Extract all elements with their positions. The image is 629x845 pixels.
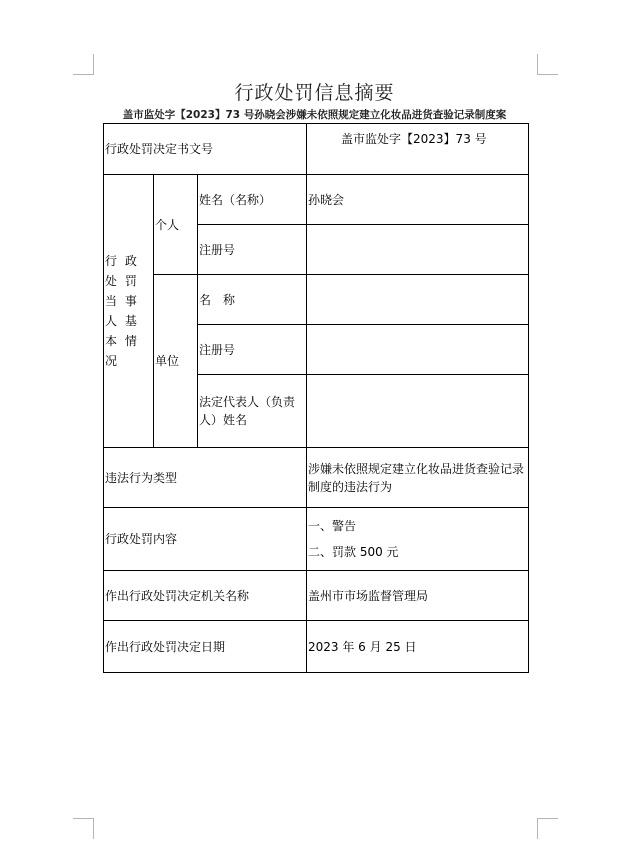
penalty-content-label: 行政处罚内容 — [104, 508, 307, 571]
unit-reg-no-label: 注册号 — [198, 325, 307, 375]
reg-no-label: 注册号 — [198, 225, 307, 275]
legal-rep-value — [307, 375, 529, 448]
table-row — [104, 124, 529, 175]
table-row — [104, 571, 529, 621]
authority-label: 作出行政处罚决定机关名称 — [104, 571, 307, 621]
table-row — [104, 508, 529, 571]
date-label: 作出行政处罚决定日期 — [104, 621, 307, 673]
page-corner-mark-bottom-right — [537, 818, 558, 839]
doc-no-label: 行政处罚决定书文号 — [104, 124, 307, 175]
page-corner-mark-top-left — [73, 54, 94, 75]
party-info-label: 行 政 处 罚 当 事 人 基 本 情况 — [104, 175, 154, 448]
reg-no-value — [307, 225, 529, 275]
unit-name-label: 名 称 — [198, 275, 307, 325]
doc-no-value: 盖市监处字【2023】73 号 — [307, 124, 529, 175]
penalty-content-value — [307, 508, 529, 571]
penalty-item: 二、罚款 500 元 — [308, 545, 399, 559]
unit-label: 单位 — [154, 275, 198, 448]
document-title: 行政处罚信息摘要 — [234, 82, 395, 104]
document-subtitle: 盖市监处字【2023】73 号孙晓会涉嫌未依照规定建立化妆品进货查验记录制度案 — [122, 109, 507, 121]
table-row — [104, 448, 529, 508]
date-value: 2023 年 6 月 25 日 — [307, 621, 529, 673]
table-row — [104, 621, 529, 673]
penalty-info-table — [103, 123, 529, 673]
page-corner-mark-top-right — [537, 54, 558, 75]
individual-label: 个人 — [154, 175, 198, 275]
violation-type-value: 涉嫌未依照规定建立化妆品进货查验记录制度的违法行为 — [307, 448, 529, 508]
violation-type-label: 违法行为类型 — [104, 448, 307, 508]
table-row — [104, 175, 529, 225]
penalty-item: 一、警告 — [308, 519, 357, 533]
unit-reg-no-value — [307, 325, 529, 375]
name-label: 姓名（名称） — [198, 175, 307, 225]
authority-value: 盖州市市场监督管理局 — [307, 571, 529, 621]
name-value: 孙晓会 — [307, 175, 529, 225]
unit-name-value — [307, 275, 529, 325]
table-row — [104, 275, 529, 325]
page-corner-mark-bottom-left — [73, 818, 94, 839]
legal-rep-label: 法定代表人（负责人）姓名 — [198, 375, 307, 448]
